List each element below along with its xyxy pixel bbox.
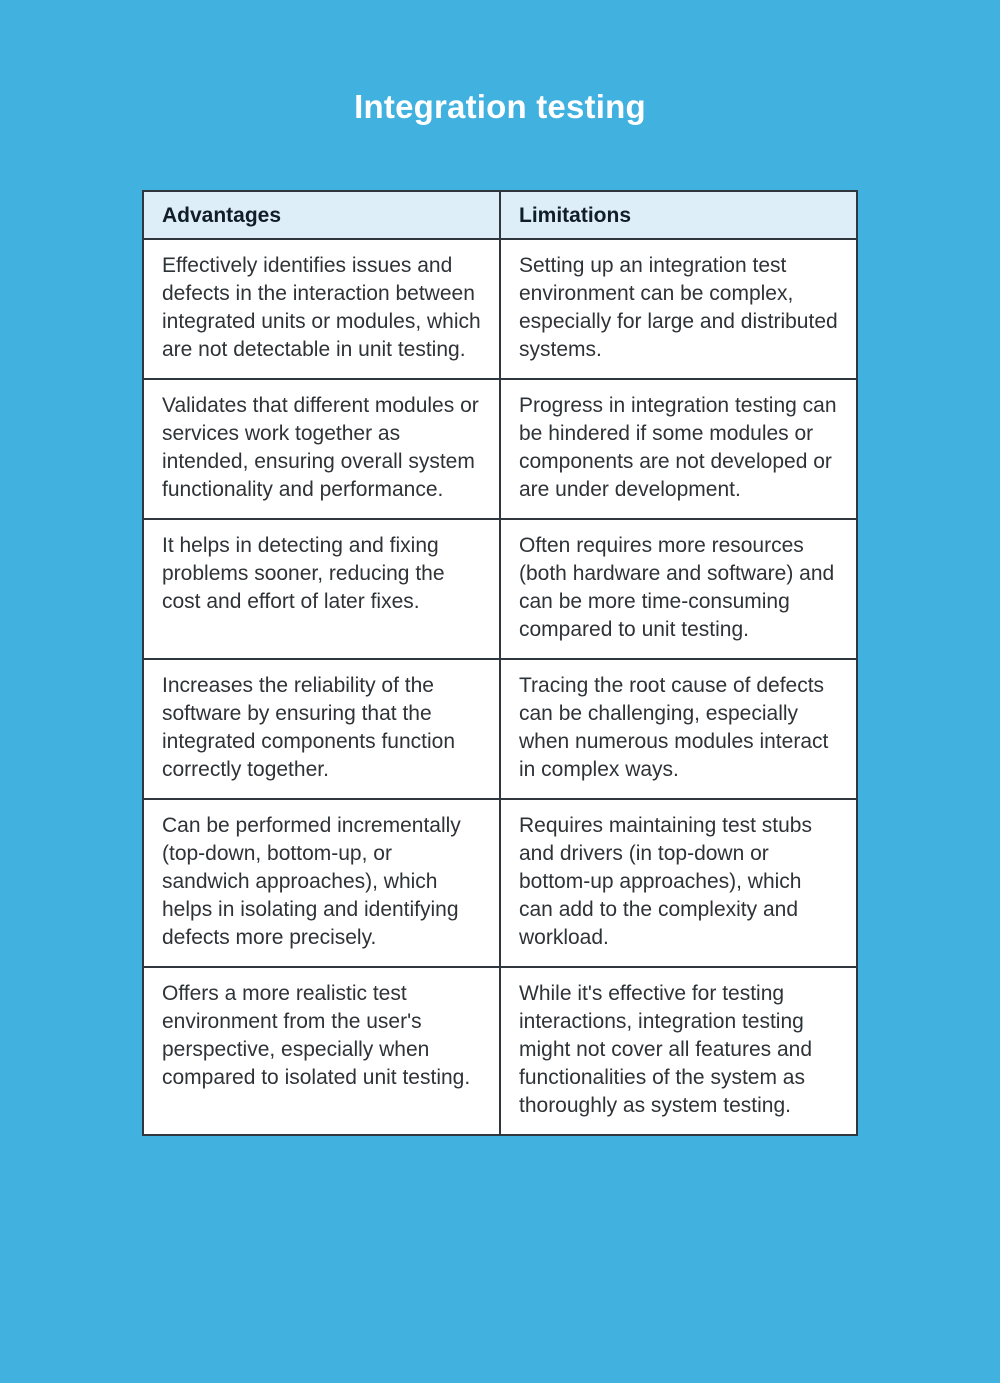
table-row — [143, 967, 857, 1135]
table-row — [143, 379, 857, 519]
table-row — [143, 519, 857, 659]
limitation-cell: Often requires more resources (both hardware and software) and can be more time-consuming compared to unit testing. — [500, 519, 857, 659]
limitation-cell: Setting up an integration test environment can be complex, especially for large and distributed systems. — [500, 239, 857, 379]
comparison-table — [142, 190, 858, 1136]
column-header-limitations: Limitations — [500, 191, 857, 239]
table-row — [143, 659, 857, 799]
advantage-cell: It helps in detecting and fixing problems sooner, reducing the cost and effort of later fixes. — [143, 519, 500, 659]
limitation-cell: Progress in integration testing can be hindered if some modules or components are not developed or are under development. — [500, 379, 857, 519]
advantage-cell: Effectively identifies issues and defects in the interaction between integrated units or modules, which are not detectable in unit testing. — [143, 239, 500, 379]
page-title: Integration testing — [354, 88, 646, 125]
table-row — [143, 799, 857, 967]
table-header-row — [143, 191, 857, 239]
column-header-advantages: Advantages — [143, 191, 500, 239]
advantage-cell: Increases the reliability of the software by ensuring that the integrated components function correctly together. — [143, 659, 500, 799]
table-row — [143, 239, 857, 379]
advantage-cell: Offers a more realistic test environment from the user's perspective, especially when compared to isolated unit testing. — [143, 967, 500, 1135]
limitation-cell: While it's effective for testing interactions, integration testing might not cover all features and functionalities of the system as thoroughly as system testing. — [500, 967, 857, 1135]
limitation-cell: Requires maintaining test stubs and drivers (in top-down or bottom-up approaches), which can add to the complexity and workload. — [500, 799, 857, 967]
advantage-cell: Validates that different modules or services work together as intended, ensuring overall system functionality and performance. — [143, 379, 500, 519]
limitation-cell: Tracing the root cause of defects can be challenging, especially when numerous modules interact in complex ways. — [500, 659, 857, 799]
advantage-cell: Can be performed incrementally (top-down, bottom-up, or sandwich approaches), which helps in isolating and identifying defects more precisely. — [143, 799, 500, 967]
